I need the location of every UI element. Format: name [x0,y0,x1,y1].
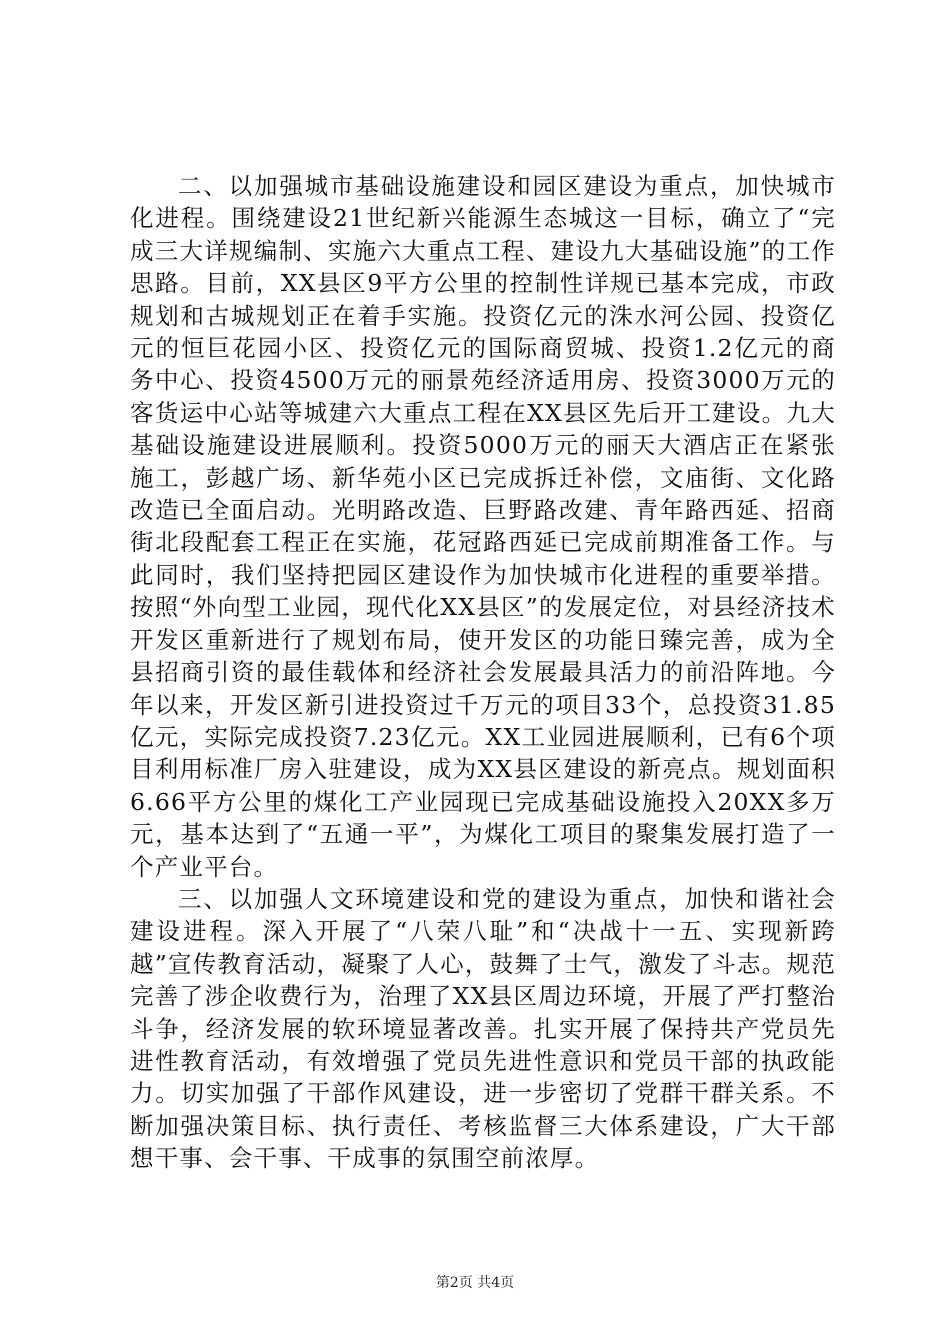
paragraph-urban-infrastructure: 二、以加强城市基础设施建设和园区建设为重点，加快城市化进程。围绕建设21世纪新兴能源生态城这一目标，确立了“完成三大详规编制、实施六大重点工程、建设九大基础设施”的工作思路。目前，XX县区9平方公里的控制性详规已基本完成，市政规划和古城规划正在着手实施。投资亿元的洙水河公园、投资亿元的恒巨花园小区、投资亿元的国际商贸城、投资1.2亿元的商务中心、投资4500万元的丽景苑经济适用房、投资3000万元的客货运中心站等城建六大重点工程在XX县区先后开工建设。九大基础设施建设进展顺利。投资5000万元的丽天大酒店正在紧张施工，彭越广场、新华苑小区已完成拆迁补偿，文庙街、文化路改造已全面启动。光明路改造、巨野路改建、青年路西延、招商街北段配套工程正在实施，花冠路西延已完成前期准备工作。与此同时，我们坚持把园区建设作为加快城市化进程的重要举措。按照“外向型工业园，现代化XX县区”的发展定位，对县经济技术开发区重新进行了规划布局，使开发区的功能日臻完善，成为全县招商引资的最佳载体和经济社会发展最具活力的前沿阵地。今年以来，开发区新引进投资过千万元的项目33个，总投资31.85亿元，实际完成投资7.23亿元。XX工业园进展顺利，已有6个项目利用标准厂房入驻建设，成为XX县区建设的新亮点。规划面积6.66平方公里的煤化工产业园现已完成基础设施投入20XX多万元，基本达到了“五通一平”，为煤化工项目的聚集发展打造了一个产业平台。 [130,172,836,881]
page-number-label: 第2页 共4页 [435,1275,515,1291]
paragraph-social-harmony: 三、以加强人文环境建设和党的建设为重点，加快和谐社会建设进程。深入开展了“八荣八耻”和“决战十一五、实现新跨越”宣传教育活动，凝聚了人心，鼓舞了士气，激发了斗志。规范完善了涉企收费行为，治理了XX县区周边环境，开展了严打整治斗争，经济发展的软环境显著改善。扎实开展了保持共产党员先进性教育活动，有效增强了党员先进性意识和党员干部的执政能力。切实加强了干部作风建设，进一步密切了党群干群关系。不断加强决策目标、执行责任、考核监督三大体系建设，广大干部想干事、会干事、干成事的氛围空前浓厚。 [130,884,836,1173]
document-body [130,170,836,1175]
page-footer [0,1274,950,1292]
